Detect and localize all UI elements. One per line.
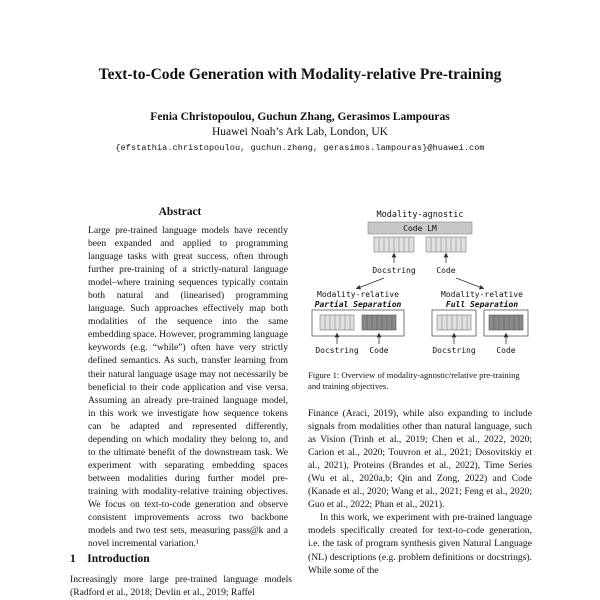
right-column-text bbox=[308, 407, 532, 577]
right-paragraph-1: Finance (Araci, 2019), while also expanding to include signals from modalities other than natural language, such as Vision (Trinh et al., 2019; Chen et al., 2022, 2020; Carion et al., 2020; Touvron et al., 2021; Dosovitskiy et al., 2021), Proteins (Brandes et al., 2022), Time Series (Wu et al., 2020a,b; Qin and Zong, 2022) and Code (Kanade et al., 2020; Wang et al., 2021; Feng et al., 2020; Guo et al., 2022; Phan et al., 2021). bbox=[308, 408, 532, 511]
partial-code-tokens bbox=[362, 315, 396, 330]
code-lm-label: Code LM bbox=[403, 224, 437, 233]
modality-agnostic-label: Modality-agnostic bbox=[376, 210, 464, 220]
full-separation-label-line2: Full Separation bbox=[445, 300, 519, 309]
full-separation-label-line1: Modality-relative bbox=[441, 290, 523, 299]
abstract-text: Large pre-trained language models have recently been expanded and applied to programming language tasks with great success, often through further pre-training of a strictly-natural language model–where training sequences typically contain both natural and (linearised) programming language. Such approaches effectively map both modalities of the sequence into the same embedding space. However, programming language keywords (e.g. “while”) often have very strictly defined semantics. As such, transfer learning from their natural language usage may not necessarily be beneficial to their code application and vise versa. Assuming an already pre-trained language model, in this work we investigate how sequence tokens can be adapted and represented differently, depending on which modality they belong to, and to the ultimate benefit of the downstream task. We experiment with separating embedding spaces between modalities during further model pre-training with modality-relative training objectives. We focus on text-to-code generation and observe consistent improvements across two backbone models and two test sets, measuring pass@k and a novel incremental variation.¹ bbox=[88, 225, 288, 550]
abstract-body bbox=[88, 224, 288, 550]
paper-title: Text-to-Code Generation with Modality-relative Pre-training bbox=[98, 66, 502, 83]
section-title: Introduction bbox=[87, 553, 150, 565]
top-code-label: Code bbox=[436, 266, 456, 275]
top-docstring-tokens bbox=[374, 237, 414, 252]
top-docstring-label: Docstring bbox=[372, 266, 416, 275]
section-number: 1 bbox=[70, 553, 76, 565]
section-heading-introduction bbox=[70, 553, 150, 565]
right-paragraph-2: In this work, we experiment with pre-trained language models specifically created for text-to-code generation, i.e. the task of program synthesis given Natural Language (NL) descriptions (e.g. problem definitions or docstrings). While some of the bbox=[308, 512, 532, 576]
affiliation: Huawei Noah’s Ark Lab, London, UK bbox=[212, 126, 388, 138]
figure-1-caption: Figure 1: Overview of modality-agnostic/relative pre-training and training objectives. bbox=[308, 370, 520, 392]
abstract-heading: Abstract bbox=[158, 206, 202, 218]
partial-docstring-label: Docstring bbox=[315, 346, 359, 355]
top-code-tokens bbox=[426, 237, 466, 252]
author-emails: {efstathia.christopoulou, guchun.zhang, gerasimos.lampouras}@huawei.com bbox=[115, 143, 485, 153]
partial-separation-label-line2: Partial Separation bbox=[314, 300, 402, 309]
figure-1-diagram bbox=[300, 200, 540, 360]
partial-code-label: Code bbox=[369, 346, 389, 355]
full-code-label: Code bbox=[496, 346, 516, 355]
author-list: Fenia Christopoulou, Guchun Zhang, Gerasimos Lampouras bbox=[150, 111, 450, 123]
partial-docstring-tokens bbox=[320, 315, 354, 330]
full-code-tokens bbox=[489, 315, 523, 330]
full-docstring-label: Docstring bbox=[432, 346, 476, 355]
partial-separation-label-line1: Modality-relative bbox=[317, 290, 399, 299]
introduction-text: Increasingly more large pre-trained language models (Radford et al., 2018; Devlin et al., 2019; Raffel bbox=[70, 574, 292, 599]
full-docstring-tokens bbox=[437, 315, 471, 330]
